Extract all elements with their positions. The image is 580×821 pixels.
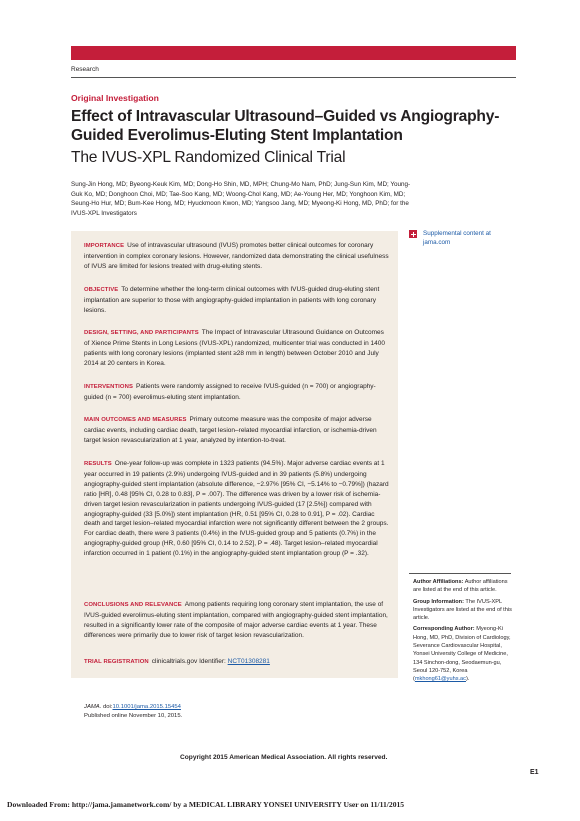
doi-prefix: . doi: bbox=[99, 704, 113, 710]
abstract-registration bbox=[84, 657, 389, 668]
page-number: E1 bbox=[530, 769, 539, 776]
affiliations-text: Author affiliations are listed at the end of this article. bbox=[413, 579, 508, 594]
corresponding-text: Myeong-Ki Hong, MD, PhD, Division of Cardiology, Severance Cardiovascular Hospital, Yonsei University College of Medicine, 134 Sinchon-dong, Seodaemun-gu, Seoul 120-752, Korea ( bbox=[413, 626, 511, 683]
sidebar-divider bbox=[409, 573, 511, 574]
corresponding-heading: Corresponding Author: bbox=[413, 626, 475, 633]
abstract-conclusions bbox=[84, 600, 389, 641]
abstract-text: One-year follow-up was complete in 1323 patients (94.5%). Major adverse cardiac events at 1 year occurred in 19 patients (2.9%) undergoing IVUS-guided and in 39 patients (5.8%) undergoing angiography-guided stent implantation (absolute difference, −2.97% [95% CI, −5.14% to −0.79%]) (hazard ratio [HR], 0.48 [95% CI, 0.28 to 0.83], P = .007). The difference was driven by a lower risk of ischemia-driven target lesion revascularization in patients undergoing IVUS-guided (17 [2.5%]) compared with angiography-guided (33 [5.0%]) stent implantation (HR, 0.51 [95% CI, 0.28 to 0.91], P = .02). Cardiac death and target lesion–related myocardial infarction were not significantly different between the 2 groups. For cardiac death, there were 3 patients (0.4%) in the IVUS-guided group and 5 patients (0.7%) in the angiography-guided group (HR, 0.60 [95% CI, 0.14 to 2.52], P = .48). Target lesion–related myocardial infarction occurred in 1 patient (0.1%) in the angiography-guided stent implantation group (P = .32). bbox=[84, 460, 389, 558]
article-title: Effect of Intravascular Ultrasound–Guided vs Angiography-Guided Everolimus-Eluting Stent Implantation bbox=[71, 108, 500, 144]
abstract-text: Patients were randomly assigned to receive IVUS-guided (n = 700) or angiography-guided (n = 700) everolimus-eluting stent implantation. bbox=[84, 383, 376, 401]
journal-name: JAMA bbox=[84, 704, 100, 710]
published-date: Published online November 10, 2015. bbox=[84, 713, 183, 719]
article-subtitle: The IVUS-XPL Randomized Clinical Trial bbox=[71, 149, 346, 166]
abstract-heading: TRIAL REGISTRATION bbox=[84, 659, 149, 665]
section-label: Research bbox=[71, 66, 99, 73]
corresponding-note bbox=[413, 625, 513, 683]
supplemental-link[interactable]: Supplemental content at jama.com bbox=[423, 230, 491, 247]
abstract-outcomes bbox=[84, 415, 389, 446]
abstract-text: Among patients requiring long coronary stent implantation, the use of IVUS-guided everolimus-eluting stent implantation, compared with angiography-guided stent implantation, resulted in a significantly lower rate of the composite of major adverse cardiac events at 1 year. These differences were primarily due to lower risk of target lesion revascularization. bbox=[84, 601, 388, 639]
citation-line bbox=[84, 703, 284, 712]
affiliations-note bbox=[413, 578, 513, 595]
citation-info bbox=[84, 703, 284, 721]
abstract-heading: RESULTS bbox=[84, 461, 112, 467]
trial-registration-link[interactable]: NCT01308281 bbox=[227, 658, 270, 665]
abstract-objective bbox=[84, 285, 389, 316]
abstract-design bbox=[84, 328, 389, 369]
abstract-text: Primary outcome measure was the composite of major adverse cardiac events, including cardiac death, target lesion–related myocardial infarction, or ischemia-driven target lesion revascularization at 1 year, analyzed by intention-to-treat. bbox=[84, 416, 377, 444]
abstract-text: To determine whether the long-term clinical outcomes with IVUS-guided drug-eluting stent implantation are superior to those with angiography-guided implantation in patients with long coronary lesions. bbox=[84, 286, 380, 314]
download-notice: Downloaded From: http://jama.jamanetwork.com/ by a MEDICAL LIBRARY YONSEI UNIVERSITY User on 11/11/2015 bbox=[7, 800, 405, 809]
plus-icon bbox=[409, 230, 417, 238]
abstract-text: The Impact of Intravascular Ultrasound Guidance on Outcomes of Xience Prime Stents in Long Lesions (IVUS-XPL) randomized, multicenter trial was conducted in 1400 patients with long coronary lesions (implanted stent ≥28 mm in length) between October 2010 and July 2014 at 20 centers in Korea. bbox=[84, 329, 385, 367]
abstract-text: clinicaltrials.gov Identifier: bbox=[151, 658, 226, 665]
header-color-bar bbox=[71, 46, 516, 60]
affiliations-heading: Author Affiliations: bbox=[413, 579, 464, 585]
abstract-heading: DESIGN, SETTING, AND PARTICIPANTS bbox=[84, 330, 199, 336]
abstract-text: Use of intravascular ultrasound (IVUS) promotes better clinical outcomes for coronary intervention in complex coronary lesions. However, randomized data demonstrating the clinical usefulness of IVUS are limited for lesions treated with drug-eluting stents. bbox=[84, 242, 389, 270]
corresponding-end: ). bbox=[465, 676, 470, 683]
abstract-heading: MAIN OUTCOMES AND MEASURES bbox=[84, 417, 187, 423]
abstract-interventions bbox=[84, 382, 389, 403]
abstract-heading: IMPORTANCE bbox=[84, 243, 125, 249]
abstract-heading: CONCLUSIONS AND RELEVANCE bbox=[84, 602, 182, 608]
email-link[interactable]: mkhong61@yuhs.ac bbox=[414, 676, 466, 683]
group-heading: Group Information: bbox=[413, 598, 464, 605]
article-type: Original Investigation bbox=[71, 93, 159, 103]
abstract-importance bbox=[84, 241, 389, 272]
abstract-heading: INTERVENTIONS bbox=[84, 384, 133, 390]
abstract-box bbox=[71, 231, 398, 678]
abstract-results bbox=[84, 459, 389, 559]
doi-link[interactable]: 10.1001/jama.2015.15454 bbox=[112, 704, 181, 710]
author-list: Sung-Jin Hong, MD; Byeong-Keuk Kim, MD; Dong-Ho Shin, MD, MPH; Chung-Mo Nam, PhD; Jung-Sun Kim, MD; Young-Guk Ko, MD; Donghoon Choi, MD; Tae-Soo Kang, MD; Woong-Chol Kang, MD; Ae-Young Her, MD; Yonghoon Kim, MD; Seung-Ho Hur, MD; Bum-Kee Hong, MD; Hyuckmoon Kwon, MD; Yangsoo Jang, MD; Myeong-Ki Hong, MD, PhD; for the IVUS-XPL Investigators bbox=[71, 181, 411, 217]
group-text: The IVUS-XPL Investigators are listed at the end of this article. bbox=[413, 598, 512, 622]
copyright-notice: Copyright 2015 American Medical Association. All rights reserved. bbox=[180, 754, 388, 761]
author-info-sidebar bbox=[413, 578, 513, 687]
group-note bbox=[413, 598, 513, 623]
abstract-heading: OBJECTIVE bbox=[84, 287, 119, 293]
header-divider bbox=[71, 77, 516, 78]
